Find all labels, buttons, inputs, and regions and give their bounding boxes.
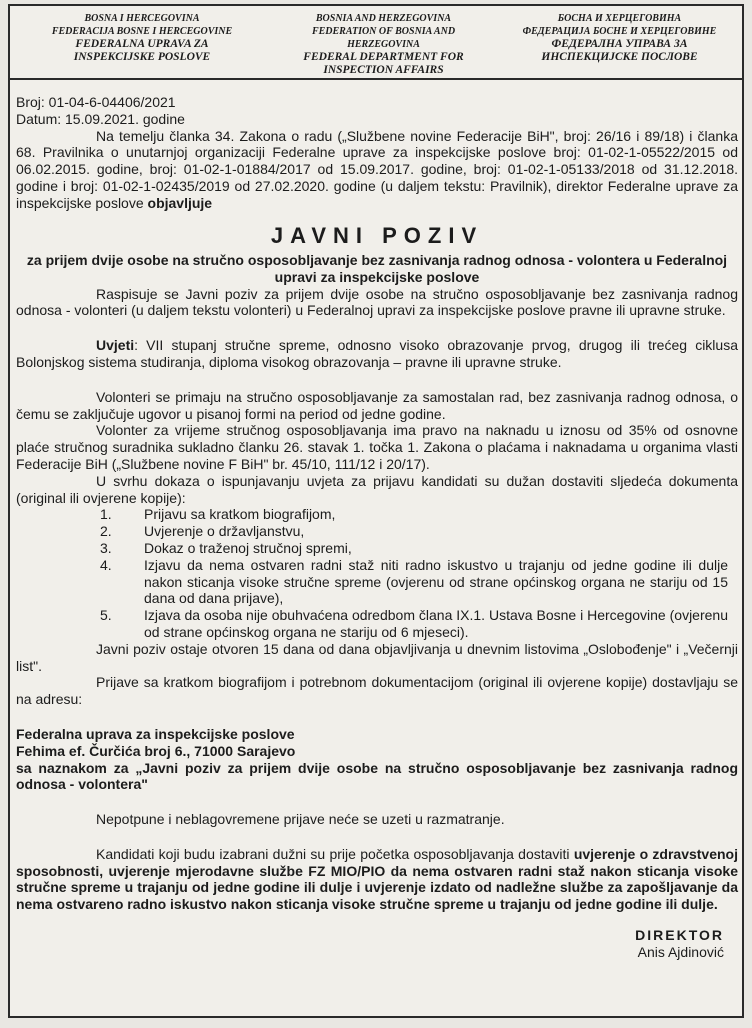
list-item [16,607,738,641]
list-item-text: Izjavu da nema ostvaren radni staž niti radno iskustvo u trajanju od jedne godine ili dulje nakon sticanja visoke stručne spreme (ovjerenu od strane općinskog organa ne stariju od 15 dana od dana prijave), [144,556,728,607]
letterhead-line: ФЕДЕРАЦИЈА БОСНЕ И ХЕРЦЕГОВИНЕ [522,26,717,37]
signature-title: DIREKTOR [635,927,724,944]
selected-candidates-text: Kandidati koji budu izabrani dužni su prije početka osposobljavanja dostaviti [96,845,574,862]
letterhead-line: FEDERALNA UPRAVA ZA [75,38,209,50]
requirements-paragraph [16,337,738,371]
list-item [16,540,738,557]
list-item-number: 4. [100,556,112,573]
selected-candidates-bold: uvjerenje o zdravstvenoj sposobnosti, uvjerenje mjerodavne službe FZ MIO/PIO da nema ostvaren radni staž nakon sticanja visoke stručne spreme u trajanju od jedne godine ili dulje i uvjerenje izdato od nadležne službe za zapošljavanje da nema ostvareno radno iskustvo nakon sticanja visoke stručne spreme u trajanju od jedne godine ili dulje. [16,845,738,913]
address-block [16,726,738,793]
intro-text: Na temelju članka 34. Zakona o radu („Službene novine Federacije BiH", broj: 26/16 i 89/18) i članka 68. Pravilnika o unutarnjoj organizaciji Federalne uprave za inspekcijske poslove broj: 01-02-1-05522/2015 od 06.02.2015. godine, broj: 01-02-1-01884/2017 od 15.09.2017. godine, broj: 01-02-1-05133/2018 od 31.12.2018. godine i broj: 01-02-1-02435/2019 od 27.02.2020. godine (u daljem tekstu: Pravilnik), direktor Federalne uprave za inspekcijske poslove [16,127,738,211]
intro-paragraph [16,128,738,212]
letterhead-line: INSPECTION AFFAIRS [323,64,444,76]
document-title: JAVNI POZIV [270,222,484,248]
intro-bold: objavljuje [147,194,213,211]
letterhead-bosnian [24,12,260,78]
letterhead-english [276,12,491,78]
letterhead-line: ФЕДЕРАЛНА УПРАВА ЗА [551,38,688,50]
letterhead-line: ИНСПЕКЦИЈСКЕ ПОСЛОВЕ [541,51,698,63]
address-line: Federalna uprava za inspekcijske poslove [16,725,295,742]
document-body [16,94,738,961]
list-item-number: 1. [100,506,112,523]
selected-candidates-paragraph [16,846,738,913]
letterhead-line: FEDERAL DEPARTMENT FOR [303,51,464,63]
list-item-text: Izjava da osoba nije obuhvaćena odredbom člana IX.1. Ustava Bosne i Hercegovine (ovjerenu od strane općinskog organa ne stariju od 6 mjeseci). [144,607,728,640]
open-period-paragraph: Javni poziv ostaje otvoren 15 dana od dana objavljivanja u dnevnim listovima „Oslobođenje" i „Večernji list". [16,640,738,674]
incomplete-notice: Nepotpune i neblagovremene prijave neće se uzeti u razmatranje. [96,811,505,828]
list-item-number: 2. [100,523,112,540]
list-item [16,523,738,540]
volunteer-paragraph-2: Volonter za vrijeme stručnog osposobljavanja ima pravo na naknadu u iznosu od 35% od osnovne plaće stručnog suradnika sukladno članku 26. stavak 1. točka 1. Zakona o plaćama i naknadama u organima vlasti Federacije BiH („Službene novine F BiH" br. 45/10, 111/12 i 20/17). [16,422,738,472]
documents-list [16,506,738,640]
address-line: Fehima ef. Čurčića broj 6., 71000 Sarajevo [16,742,296,759]
reference-number: Broj: 01-04-6-04406/2021 [16,94,176,110]
document-date: Datum: 15.09.2021. godine [16,110,185,127]
volunteer-paragraph-1: Volonteri se primaju na stručno osposobljavanje za samostalan rad, bez zasnivanja radnog odnosa, o čemu se zaključuje ugovor u pisanoj formi na period od jedne godine. [16,388,738,422]
letterhead [10,6,742,80]
list-item-number: 5. [100,607,112,624]
letterhead-line: FEDERATION OF BOSNIA AND HERZEGOVINA [311,26,456,50]
list-item-text: Prijavu sa kratkom biografijom, [144,506,336,523]
requirements-label: Uvjeti [96,337,135,354]
submission-paragraph: Prijave sa kratkom biografijom i potrebnom dokumentacijom (original ili ovjerene kopije) dostavljaju se na adresu: [16,674,738,708]
list-item-text: Uvjerenje o državljanstvu, [144,523,305,540]
list-item [16,506,738,523]
letterhead-line: БОСНА И ХЕРЦЕГОВИНА [557,13,682,24]
letterhead-cyrillic [507,12,732,78]
document-subtitle: za prijem dvije osobe na stručno osposobljavanje bez zasnivanja radnog odnosa - volontera u Federalnoj upravi za inspekcijske poslove [26,251,728,285]
announcement-paragraph: Raspisuje se Javni poziv za prijem dvije osobe na stručno osposobljavanje bez zasnivanja radnog odnosa - volonteri (u daljem tekstu volonteri) u Federalnoj upravi za inspekcijske poslove pravne ili upravne struke. [16,285,738,319]
letterhead-line: INSPEKCIJSKE POSLOVE [73,51,211,63]
list-item-text: Dokaz o traženoj stručnoj spremi, [144,539,352,556]
requirements-text: : VII stupanj stručne spreme, odnosno visoko obrazovanje prvog, drugog ili trećeg ciklusa Bolonjskog sistema studiranja, diploma visokog obrazovanja – pravne ili upravne struke. [16,337,738,370]
letterhead-line: FEDERACIJA BOSNE I HERCEGOVINE [51,26,233,37]
list-item-number: 3. [100,539,112,556]
document-page [8,4,744,1018]
letterhead-line: BOSNA I HERCEGOVINA [84,13,200,24]
address-line: sa naznakom za „Javni poziv za prijem dvije osobe na stručno osposobljavanje bez zasnivanja radnog odnosa - volontera" [16,759,738,793]
signature-name: Anis Ajdinović [637,943,724,960]
list-item [16,557,738,607]
signature-block [16,927,724,961]
letterhead-line: BOSNIA AND HERZEGOVINA [315,13,452,24]
documents-intro: U svrhu dokaza o ispunjavanju uvjeta za prijavu kandidati su dužan dostaviti sljedeća dokumenta (original ili ovjerene kopije): [16,472,738,506]
